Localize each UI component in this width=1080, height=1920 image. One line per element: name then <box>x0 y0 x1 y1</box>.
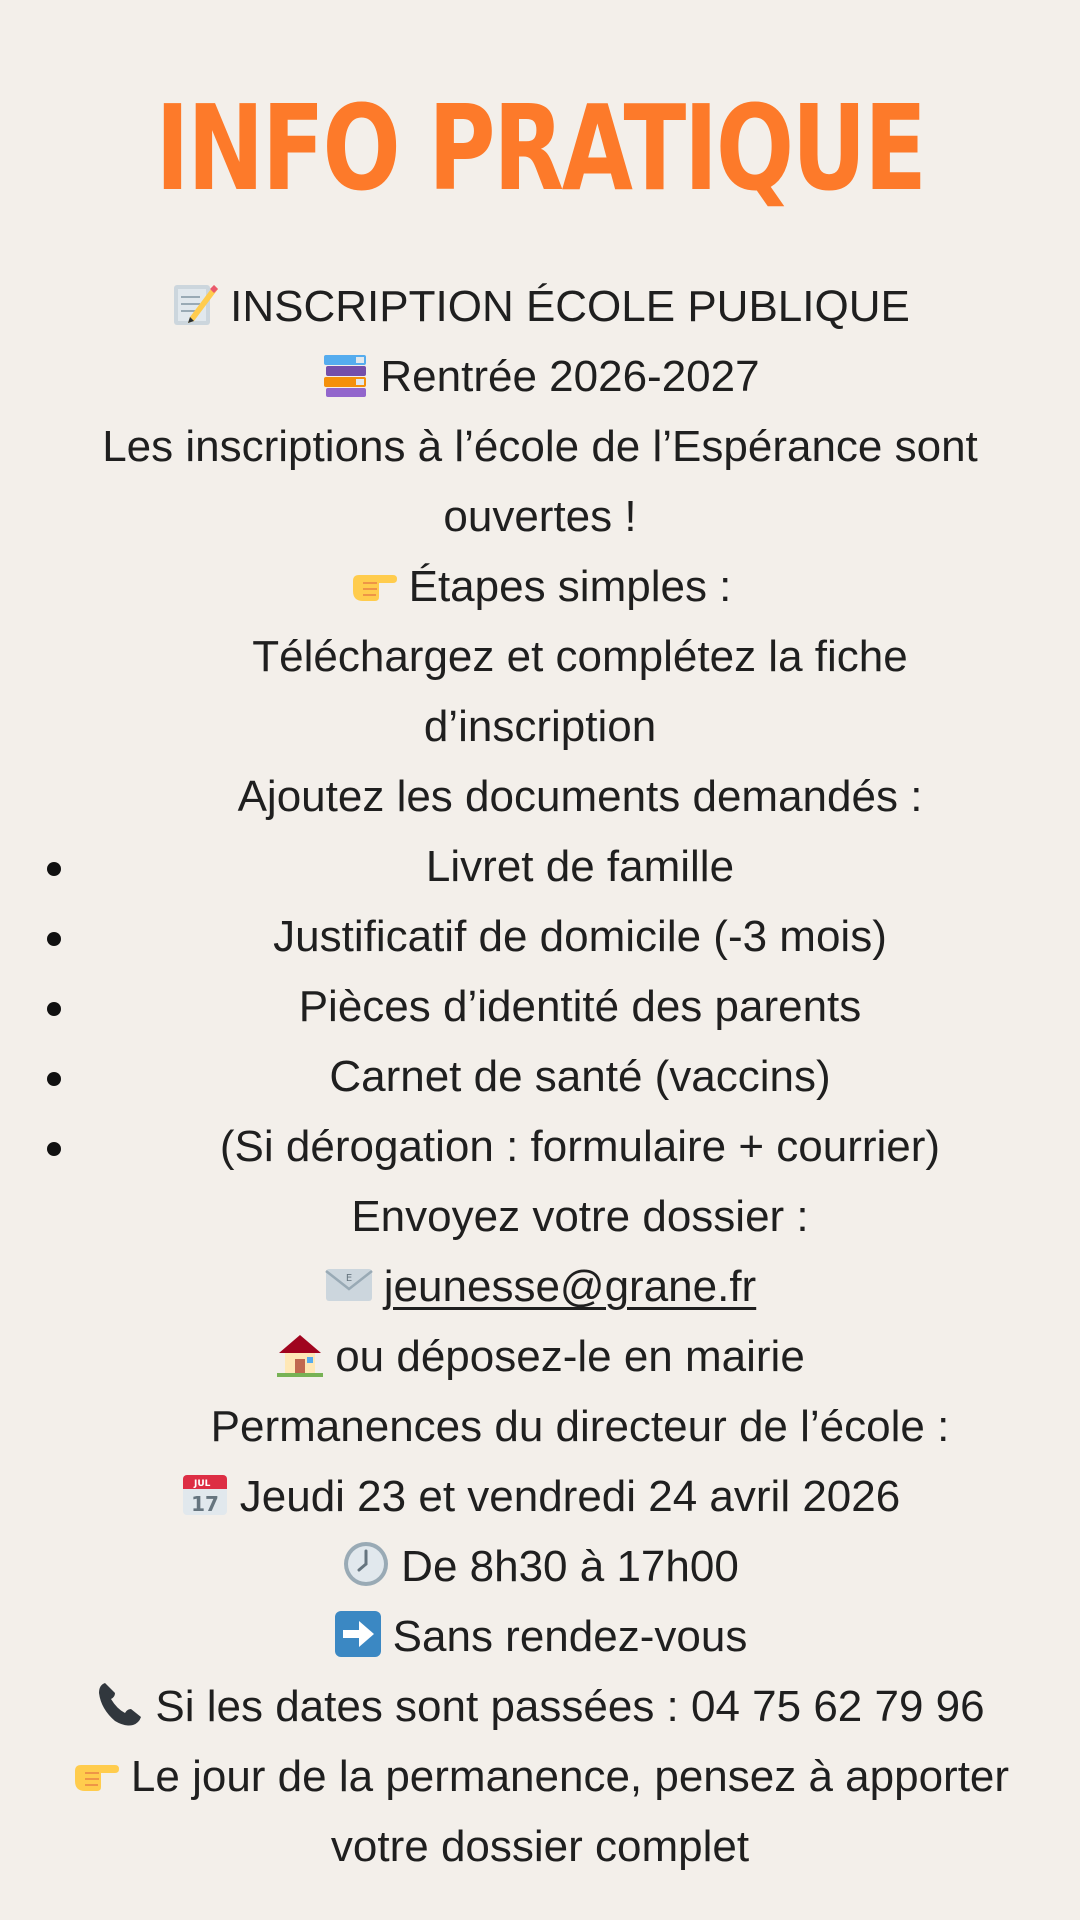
bullet-dot <box>47 1002 61 1016</box>
rentree-line <box>0 342 1080 412</box>
email-link[interactable]: jeunesse@grane.fr <box>383 1262 757 1311</box>
reminder-line-2: votre dossier complet <box>330 1822 750 1871</box>
bullet-dot <box>47 862 61 876</box>
right-arrow-icon <box>333 1609 383 1659</box>
list-item-text: Livret de famille <box>425 842 735 891</box>
phone-text: Si les dates sont passées : 04 75 62 79 96 <box>155 1682 985 1731</box>
books-icon <box>320 349 370 399</box>
permanences-line: Permanences du directeur de l’école : <box>210 1402 950 1451</box>
list-item-text: Carnet de santé (vaccins) <box>329 1052 831 1101</box>
pointing-hand-icon <box>71 1749 121 1799</box>
steps-title-line <box>0 552 1080 622</box>
no-appointment-line <box>0 1602 1080 1672</box>
svg-text:JUL: JUL <box>193 1479 211 1489</box>
calendar-icon <box>180 1469 230 1519</box>
list-item-text: (Si dérogation : formulaire + courrier) <box>219 1122 941 1171</box>
reminder-line-1 <box>0 1742 1080 1812</box>
mairie-line <box>0 1322 1080 1392</box>
step3-line: Envoyez votre dossier : <box>351 1192 809 1241</box>
clock-icon <box>341 1539 391 1589</box>
memo-icon <box>170 279 220 329</box>
dates-text: Jeudi 23 et vendredi 24 avril 2026 <box>239 1472 901 1521</box>
no-appointment-text: Sans rendez-vous <box>392 1612 748 1661</box>
svg-text:17: 17 <box>190 1492 219 1516</box>
list-item-text: Pièces d’identité des parents <box>298 982 862 1031</box>
bullet-dot <box>47 932 61 946</box>
dates-line <box>0 1462 1080 1532</box>
step2-line: Ajoutez les documents demandés : <box>237 772 923 821</box>
reminder-text-1: Le jour de la permanence, pensez à apporter <box>130 1752 1010 1801</box>
step1-line-1: Téléchargez et complétez la fiche <box>252 632 908 681</box>
phone-line <box>0 1672 1080 1742</box>
bullet-dot <box>47 1072 61 1086</box>
step1-line-2: d’inscription <box>423 702 657 751</box>
intro-line-1: Les inscriptions à l’école de l’Espérance sont <box>102 422 978 471</box>
email-line <box>0 1252 1080 1322</box>
rentree-text: Rentrée 2026-2027 <box>380 352 760 401</box>
page-title: INFO PRATIQUE <box>155 79 925 217</box>
heading-line <box>0 272 1080 342</box>
pointing-hand-icon <box>349 559 399 609</box>
list-item-text: Justificatif de domicile (-3 mois) <box>273 912 887 961</box>
steps-title-text: Étapes simples : <box>408 562 732 611</box>
mairie-text: ou déposez-le en mairie <box>335 1332 805 1381</box>
envelope-icon <box>324 1259 374 1309</box>
svg-text:E: E <box>345 1273 352 1284</box>
house-icon <box>275 1329 325 1379</box>
heading-text: INSCRIPTION ÉCOLE PUBLIQUE <box>230 282 910 331</box>
hours-line <box>0 1532 1080 1602</box>
phone-icon <box>95 1679 145 1729</box>
intro-line-2: ouvertes ! <box>443 492 637 541</box>
bullet-dot <box>47 1142 61 1156</box>
hours-text: De 8h30 à 17h00 <box>401 1542 739 1591</box>
